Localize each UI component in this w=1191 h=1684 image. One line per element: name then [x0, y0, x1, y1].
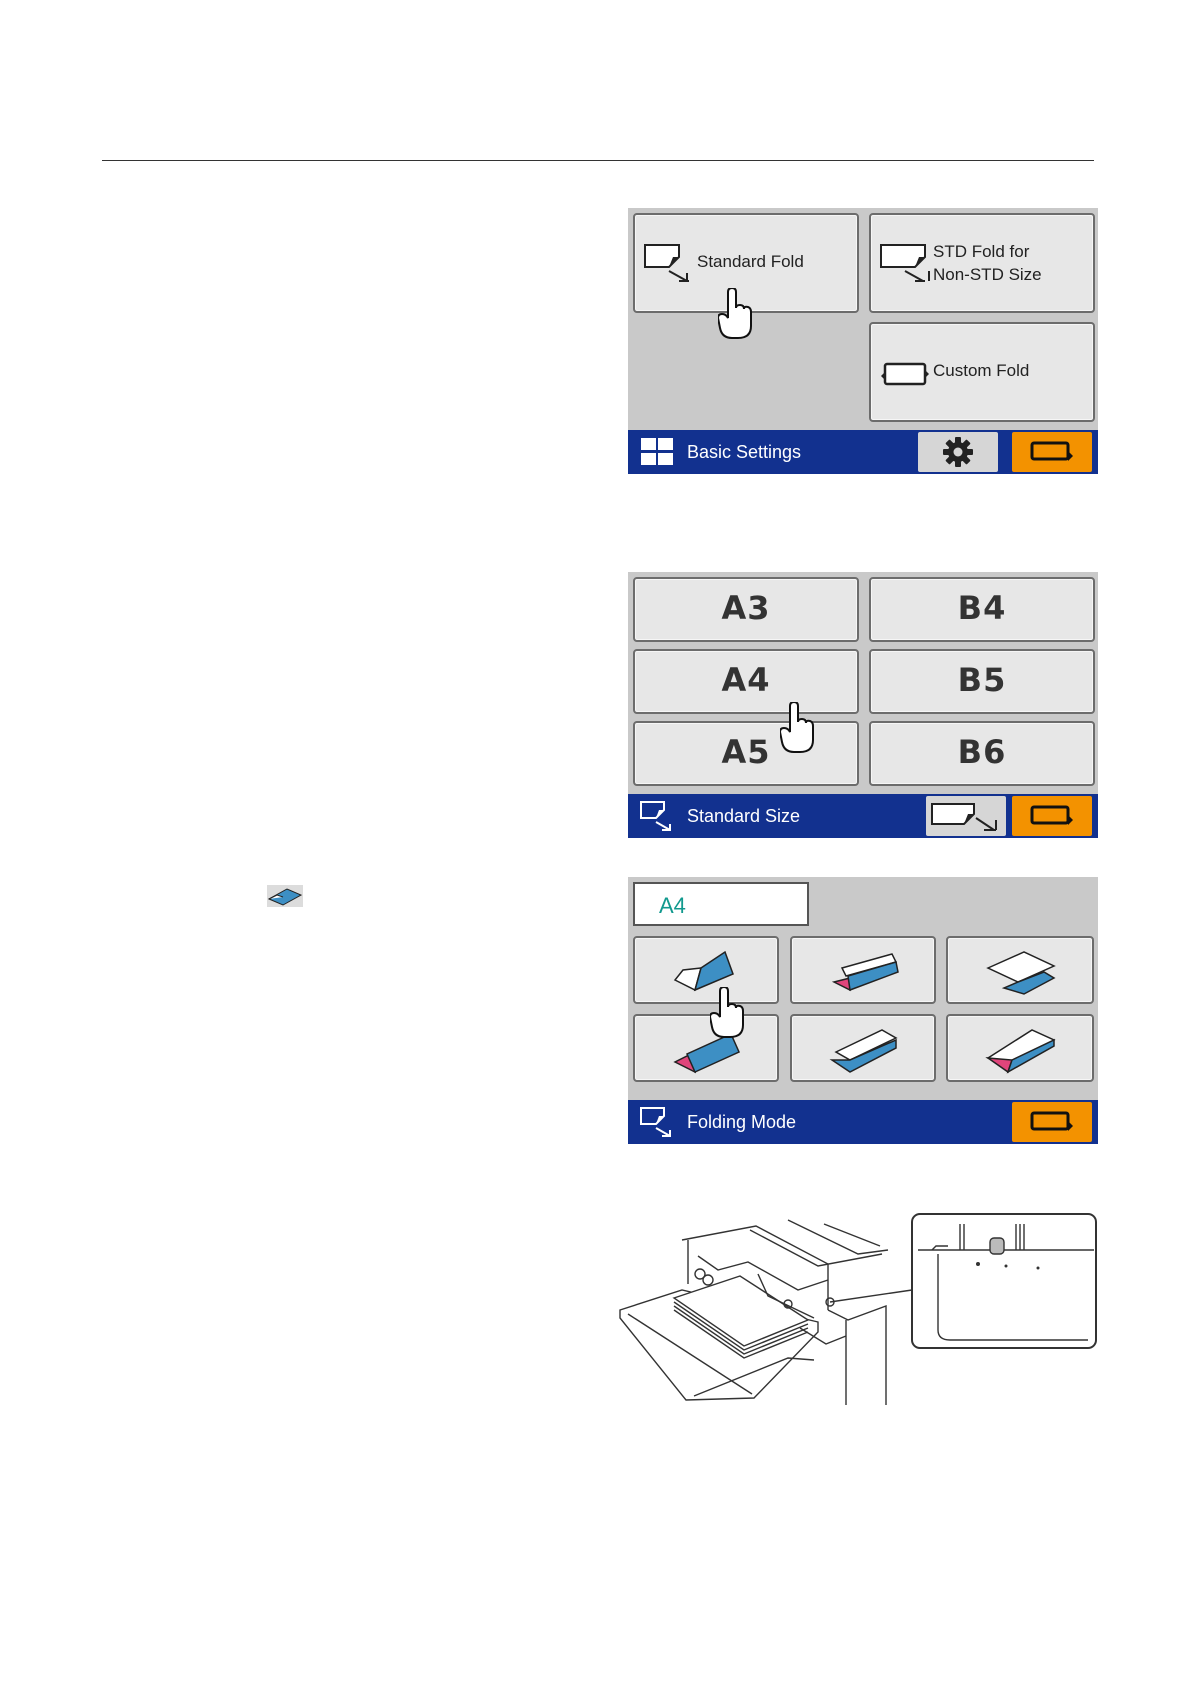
double-parallel-fold-icon — [635, 1016, 781, 1080]
gate-fold-icon — [948, 1016, 1094, 1080]
custom-fold-button[interactable] — [869, 322, 1095, 422]
selected-size-field — [633, 882, 809, 926]
inline-fold-icon — [267, 885, 303, 907]
size-label-a5: A5 — [721, 733, 771, 771]
letter-fold-icon — [635, 938, 781, 1002]
size-label-b5: B5 — [957, 661, 1007, 699]
folding-mode-title: Folding Mode — [687, 1112, 797, 1132]
standard-fold-icon — [640, 800, 674, 832]
size-button-a3[interactable] — [633, 577, 859, 642]
pointing-hand-icon — [710, 987, 746, 1039]
fold-mode-double-parallel-button[interactable] — [633, 1014, 779, 1082]
standard-fold-icon — [640, 1106, 674, 1138]
fold-mode-half-button[interactable] — [946, 936, 1094, 1004]
cross-fold-icon — [792, 1016, 938, 1080]
size-button-a5[interactable] — [633, 721, 859, 786]
settings-button[interactable] — [918, 432, 998, 472]
basic-settings-screen — [628, 208, 1098, 474]
start-button[interactable] — [1012, 1102, 1092, 1142]
fold-type-button[interactable] — [926, 796, 1006, 836]
size-button-b5[interactable] — [869, 649, 1095, 714]
basic-settings-bar — [628, 430, 1098, 474]
folding-mode-screen — [628, 877, 1098, 1144]
size-button-b4[interactable] — [869, 577, 1095, 642]
fold-mode-gate-button[interactable] — [946, 1014, 1094, 1082]
fold-mode-cross-button[interactable] — [790, 1014, 936, 1082]
standard-size-screen — [628, 572, 1098, 838]
fold-mode-letter-button[interactable] — [633, 936, 779, 1004]
custom-fold-label: Custom Fold — [933, 361, 1030, 380]
size-label-a4: A4 — [721, 661, 771, 699]
pointing-hand-icon — [780, 702, 816, 754]
selected-size-value: A4 — [659, 893, 686, 918]
fold-mode-z-button[interactable] — [790, 936, 936, 1004]
std-fold-non-std-icon — [879, 243, 933, 283]
size-button-b6[interactable] — [869, 721, 1095, 786]
grid-menu-icon — [640, 436, 674, 468]
standard-fold-icon — [930, 800, 1000, 834]
z-fold-icon — [792, 938, 938, 1002]
paper-feed-tray-illustration — [618, 1210, 1098, 1405]
gear-icon — [943, 437, 973, 467]
size-label-b6: B6 — [957, 733, 1007, 771]
standard-fold-label: Standard Fold — [697, 252, 804, 271]
size-label-b4: B4 — [957, 589, 1007, 627]
feed-icon — [1030, 805, 1076, 827]
basic-settings-title: Basic Settings — [687, 442, 802, 462]
std-fold-non-std-button[interactable] — [869, 213, 1095, 313]
standard-fold-icon — [643, 243, 697, 283]
std-fold-non-std-label-1: STD Fold for — [933, 242, 1030, 261]
folding-mode-bar — [628, 1100, 1098, 1144]
standard-size-title: Standard Size — [687, 806, 801, 826]
feed-icon — [1030, 441, 1076, 463]
custom-fold-icon — [879, 360, 933, 390]
start-button[interactable] — [1012, 796, 1092, 836]
pointing-hand-icon — [718, 288, 754, 340]
feed-icon — [1030, 1111, 1076, 1133]
size-button-a4[interactable] — [633, 649, 859, 714]
size-label-a3: A3 — [721, 589, 771, 627]
std-fold-non-std-label-2: Non-STD Size — [933, 265, 1042, 284]
start-button[interactable] — [1012, 432, 1092, 472]
standard-size-bar — [628, 794, 1098, 838]
fold-mode-icon — [267, 885, 303, 907]
half-fold-icon — [948, 938, 1094, 1002]
header-rule — [102, 160, 1094, 161]
